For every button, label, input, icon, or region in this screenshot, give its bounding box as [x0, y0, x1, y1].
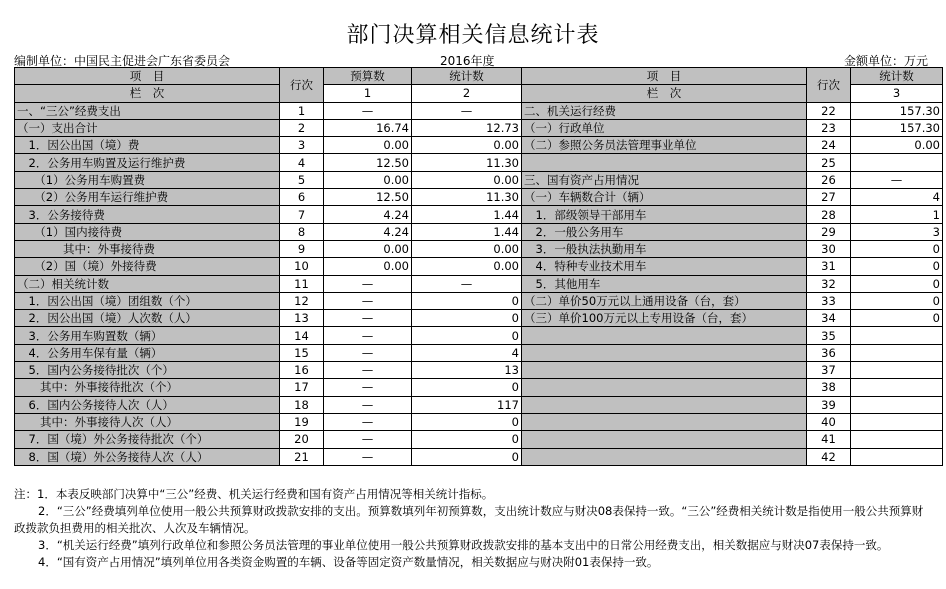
note-3: 3．“机关运行经费”填列行政单位和参照公务员法管理的事业单位使用一般公共预算财政拨款安排的基本支出中的日常公用经费支出，相关数据应与财决07表保持一致。 — [38, 538, 889, 552]
left-row-no: 20 — [280, 431, 324, 448]
right-row-no: 26 — [807, 171, 851, 188]
right-row-no: 35 — [807, 327, 851, 344]
right-row-no: 32 — [807, 275, 851, 292]
right-row-no: 28 — [807, 206, 851, 223]
right-stat-value — [851, 431, 943, 448]
left-row-no: 19 — [280, 413, 324, 430]
right-row-no: 36 — [807, 344, 851, 361]
right-stat-value: 0 — [851, 310, 943, 327]
left-row-no: 6 — [280, 189, 324, 206]
left-budget-value: 12.50 — [324, 189, 412, 206]
left-row-no: 5 — [280, 171, 324, 188]
statistics-table — [14, 67, 943, 466]
left-stat-value: 0.00 — [412, 258, 522, 275]
left-stat-value: 0 — [412, 310, 522, 327]
header-col-2: 2 — [412, 85, 522, 102]
right-row-no: 42 — [807, 448, 851, 465]
header-item-right: 项 目 — [522, 68, 807, 85]
left-stat-value: 0 — [412, 431, 522, 448]
left-stat-value: 0 — [412, 292, 522, 309]
header-row-no-left: 行次 — [280, 68, 324, 103]
left-item-name: 4．公务用车保有量（辆） — [15, 344, 280, 361]
left-row-no: 1 — [280, 102, 324, 119]
table-row — [15, 258, 943, 275]
header-col-label: 栏 次 — [15, 85, 280, 102]
header-row-1 — [15, 68, 943, 85]
left-item-name: （2）公务用车运行维护费 — [15, 189, 280, 206]
left-item-name: 5．国内公务接待批次（个） — [15, 362, 280, 379]
left-stat-value: 4 — [412, 344, 522, 361]
right-item-name — [522, 448, 807, 465]
right-item-name: 2．一般公务用车 — [522, 223, 807, 240]
table-row — [15, 171, 943, 188]
left-stat-value: 11.30 — [412, 154, 522, 171]
header-row-2 — [15, 85, 943, 102]
left-item-name: 2．因公出国（境）人次数（人） — [15, 310, 280, 327]
right-row-no: 25 — [807, 154, 851, 171]
amount-unit: 金额单位：万元 — [843, 54, 928, 68]
right-row-no: 40 — [807, 413, 851, 430]
right-stat-value — [851, 379, 943, 396]
left-stat-value: 13 — [412, 362, 522, 379]
left-budget-value: — — [324, 413, 412, 430]
right-stat-value: 4 — [851, 189, 943, 206]
left-item-name: （一）支出合计 — [15, 119, 280, 136]
left-item-name: 8．国（境）外公务接待人次（人） — [15, 448, 280, 465]
right-stat-value: 0 — [851, 275, 943, 292]
left-row-no: 18 — [280, 396, 324, 413]
table-row — [15, 413, 943, 430]
right-item-name: （一）车辆数合计（辆） — [522, 189, 807, 206]
left-row-no: 15 — [280, 344, 324, 361]
note-4: 4．“国有资产占用情况”填列单位用各类资金购置的车辆、设备等固定资产数量情况，相关数据应与财决附01表保持一致。 — [38, 555, 659, 569]
right-item-name — [522, 327, 807, 344]
left-row-no: 3 — [280, 137, 324, 154]
table-row — [15, 206, 943, 223]
left-stat-value: 11.30 — [412, 189, 522, 206]
right-item-name — [522, 431, 807, 448]
left-budget-value: — — [324, 448, 412, 465]
left-row-no: 2 — [280, 119, 324, 136]
left-row-no: 21 — [280, 448, 324, 465]
table-row — [15, 102, 943, 119]
right-stat-value: 3 — [851, 223, 943, 240]
left-row-no: 9 — [280, 240, 324, 257]
table-row — [15, 154, 943, 171]
left-row-no: 11 — [280, 275, 324, 292]
left-budget-value: — — [324, 327, 412, 344]
table-row — [15, 189, 943, 206]
left-item-name: （2）国（境）外接待费 — [15, 258, 280, 275]
page-title: 部门决算相关信息统计表 — [346, 23, 600, 48]
table-row — [15, 275, 943, 292]
right-item-name — [522, 379, 807, 396]
left-budget-value: 0.00 — [324, 137, 412, 154]
header-stat-right: 统计数 — [851, 68, 943, 85]
left-budget-value: — — [324, 431, 412, 448]
right-row-no: 34 — [807, 310, 851, 327]
right-item-name: 三、国有资产占用情况 — [522, 171, 807, 188]
left-budget-value: — — [324, 275, 412, 292]
right-stat-value: 157.30 — [851, 119, 943, 136]
right-item-name: 4．特种专业技术用车 — [522, 258, 807, 275]
left-budget-value: 4.24 — [324, 206, 412, 223]
right-stat-value: — — [851, 171, 943, 188]
left-row-no: 14 — [280, 327, 324, 344]
header-col-1: 1 — [324, 85, 412, 102]
right-stat-value — [851, 154, 943, 171]
right-item-name: （一）行政单位 — [522, 119, 807, 136]
right-item-name: 3．一般执法执勤用车 — [522, 240, 807, 257]
table-row — [15, 240, 943, 257]
right-row-no: 39 — [807, 396, 851, 413]
left-stat-value: 1.44 — [412, 206, 522, 223]
left-item-name: 3．公务接待费 — [15, 206, 280, 223]
fiscal-year: 2016年度 — [440, 54, 495, 68]
right-item-name — [522, 154, 807, 171]
right-stat-value: 0 — [851, 258, 943, 275]
left-item-name: （二）相关统计数 — [15, 275, 280, 292]
table-row — [15, 223, 943, 240]
left-budget-value: — — [324, 344, 412, 361]
left-budget-value: 0.00 — [324, 171, 412, 188]
right-stat-value: 1 — [851, 206, 943, 223]
left-row-no: 10 — [280, 258, 324, 275]
right-row-no: 41 — [807, 431, 851, 448]
left-budget-value: — — [324, 102, 412, 119]
left-stat-value: 0.00 — [412, 240, 522, 257]
table-row — [15, 292, 943, 309]
left-item-name: 7．国（境）外公务接待批次（个） — [15, 431, 280, 448]
note-2: 2．“三公”经费填列单位使用一般公共预算财政拨款安排的支出。预算数填列年初预算数，支出统计数应与财决08表保持一致。“三公”经费相关统计数是指使用一般公共预算财政拨款负担费用的相关批次、人次及车辆情况。 — [14, 504, 924, 535]
left-stat-value: 117 — [412, 396, 522, 413]
note-1: 注：1．本表反映部门决算中“三公”经费、机关运行经费和国有资产占用情况等相关统计指标。 — [14, 487, 494, 501]
left-budget-value: — — [324, 362, 412, 379]
left-stat-value: 0.00 — [412, 171, 522, 188]
right-stat-value — [851, 362, 943, 379]
left-budget-value: — — [324, 396, 412, 413]
right-stat-value — [851, 448, 943, 465]
left-item-name: 1．因公出国（境）费 — [15, 137, 280, 154]
right-item-name — [522, 344, 807, 361]
header-col-3: 3 — [851, 85, 943, 102]
left-budget-value: — — [324, 292, 412, 309]
right-stat-value — [851, 413, 943, 430]
left-row-no: 16 — [280, 362, 324, 379]
right-item-name: （三）单价100万元以上专用设备（台，套） — [522, 310, 807, 327]
left-row-no: 7 — [280, 206, 324, 223]
left-item-name: （1）国内接待费 — [15, 223, 280, 240]
left-row-no: 12 — [280, 292, 324, 309]
right-row-no: 24 — [807, 137, 851, 154]
right-row-no: 22 — [807, 102, 851, 119]
right-stat-value: 157.30 — [851, 102, 943, 119]
left-item-name: 其中：外事接待批次（个） — [15, 379, 280, 396]
left-item-name: 其中：外事接待人次（人） — [15, 413, 280, 430]
right-stat-value: 0.00 — [851, 137, 943, 154]
table-row — [15, 119, 943, 136]
right-row-no: 30 — [807, 240, 851, 257]
left-row-no: 17 — [280, 379, 324, 396]
left-budget-value: 0.00 — [324, 240, 412, 257]
compiling-unit: 编制单位：中国民主促进会广东省委员会 — [14, 54, 231, 68]
table-row — [15, 431, 943, 448]
header-stat-left: 统计数 — [412, 68, 522, 85]
left-item-name: 6．国内公务接待人次（人） — [15, 396, 280, 413]
table-row — [15, 137, 943, 154]
left-stat-value: 0 — [412, 327, 522, 344]
table-row — [15, 327, 943, 344]
right-item-name: 1．部级领导干部用车 — [522, 206, 807, 223]
right-row-no: 38 — [807, 379, 851, 396]
notes — [14, 486, 932, 571]
right-row-no: 37 — [807, 362, 851, 379]
left-item-name: 一、“三公”经费支出 — [15, 102, 280, 119]
left-item-name: 2．公务用车购置及运行维护费 — [15, 154, 280, 171]
left-stat-value: 0.00 — [412, 137, 522, 154]
right-stat-value — [851, 344, 943, 361]
table-row — [15, 379, 943, 396]
left-stat-value: 1.44 — [412, 223, 522, 240]
right-stat-value — [851, 327, 943, 344]
left-budget-value: 4.24 — [324, 223, 412, 240]
right-row-no: 23 — [807, 119, 851, 136]
table-row — [15, 344, 943, 361]
right-stat-value — [851, 396, 943, 413]
right-row-no: 33 — [807, 292, 851, 309]
left-budget-value: — — [324, 379, 412, 396]
left-item-name: 3．公务用车购置数（辆） — [15, 327, 280, 344]
right-stat-value: 0 — [851, 240, 943, 257]
right-item-name: 二、机关运行经费 — [522, 102, 807, 119]
left-budget-value: — — [324, 310, 412, 327]
right-item-name: （二）单价50万元以上通用设备（台，套） — [522, 292, 807, 309]
right-row-no: 27 — [807, 189, 851, 206]
right-item-name — [522, 413, 807, 430]
right-item-name — [522, 362, 807, 379]
header-item: 项 目 — [15, 68, 280, 85]
table-row — [15, 362, 943, 379]
left-stat-value: — — [412, 275, 522, 292]
right-row-no: 29 — [807, 223, 851, 240]
table-row — [15, 448, 943, 465]
left-budget-value: 12.50 — [324, 154, 412, 171]
left-stat-value: 0 — [412, 413, 522, 430]
left-item-name: 1．因公出国（境）团组数（个） — [15, 292, 280, 309]
table-row — [15, 310, 943, 327]
right-item-name: 5．其他用车 — [522, 275, 807, 292]
right-stat-value: 0 — [851, 292, 943, 309]
right-item-name — [522, 396, 807, 413]
left-stat-value: — — [412, 102, 522, 119]
table-row — [15, 396, 943, 413]
right-row-no: 31 — [807, 258, 851, 275]
right-item-name: （二）参照公务员法管理事业单位 — [522, 137, 807, 154]
left-stat-value: 0 — [412, 379, 522, 396]
left-budget-value: 0.00 — [324, 258, 412, 275]
left-item-name: （1）公务用车购置费 — [15, 171, 280, 188]
left-row-no: 8 — [280, 223, 324, 240]
left-item-name: 其中：外事接待费 — [15, 240, 280, 257]
header-col-label-right: 栏 次 — [522, 85, 807, 102]
left-row-no: 13 — [280, 310, 324, 327]
left-row-no: 4 — [280, 154, 324, 171]
left-stat-value: 0 — [412, 448, 522, 465]
left-stat-value: 12.73 — [412, 119, 522, 136]
left-budget-value: 16.74 — [324, 119, 412, 136]
header-row-no-right: 行次 — [807, 68, 851, 103]
header-budget: 预算数 — [324, 68, 412, 85]
